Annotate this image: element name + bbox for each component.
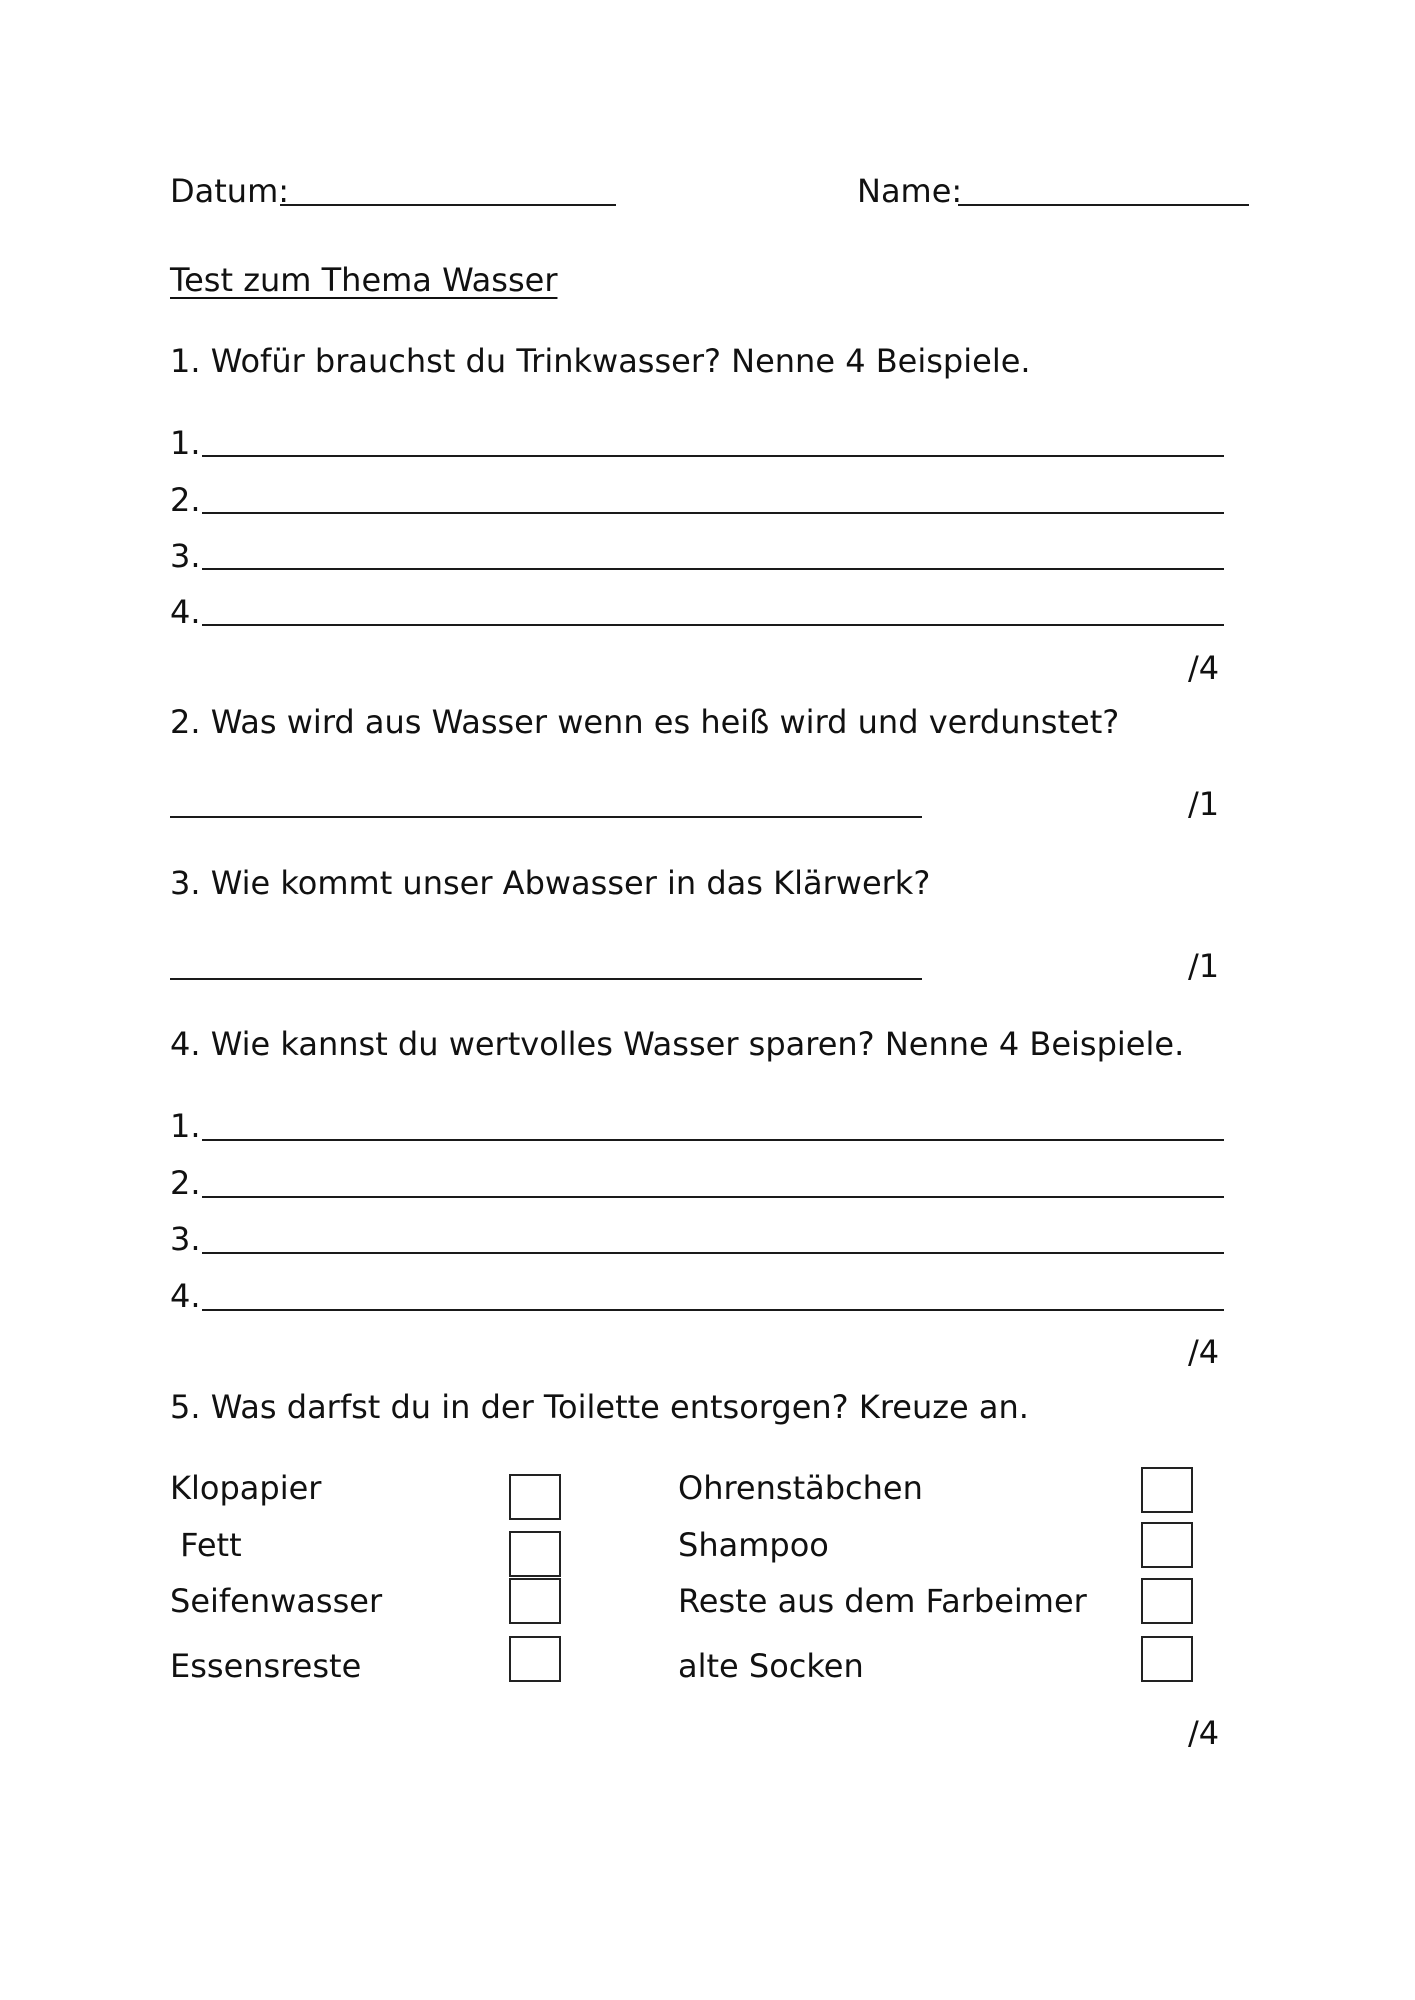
- option-label-seifenwasser: Seifenwasser: [170, 1582, 383, 1620]
- q1-answer-field-2[interactable]: [202, 512, 1224, 514]
- q1-answer-field-1[interactable]: [202, 455, 1224, 457]
- question-1: 1. Wofür brauchst du Trinkwasser? Nenne 4 Beispiele.: [170, 342, 1031, 380]
- option-label-farbeimer: Reste aus dem Farbeimer: [678, 1582, 1087, 1620]
- q4-line-number: 4.: [170, 1277, 201, 1315]
- checkbox-klopapier[interactable]: [509, 1474, 561, 1520]
- q4-answer-field-1[interactable]: [202, 1139, 1224, 1141]
- q4-answer-field-3[interactable]: [202, 1252, 1224, 1254]
- q1-answer-field-3[interactable]: [202, 568, 1224, 570]
- name-field[interactable]: [958, 204, 1249, 206]
- q4-score: /4: [1188, 1333, 1220, 1371]
- q4-line-number: 1.: [170, 1107, 201, 1145]
- q4-answer-field-2[interactable]: [202, 1196, 1224, 1198]
- question-3: 3. Wie kommt unser Abwasser in das Klärwerk?: [170, 864, 931, 902]
- question-4: 4. Wie kannst du wertvolles Wasser sparen? Nenne 4 Beispiele.: [170, 1025, 1185, 1063]
- checkbox-ohrenstaebchen[interactable]: [1141, 1467, 1193, 1513]
- checkbox-farbeimer[interactable]: [1141, 1578, 1193, 1624]
- checkbox-shampoo[interactable]: [1141, 1522, 1193, 1568]
- q1-line-number: 3.: [170, 537, 201, 575]
- question-2: 2. Was wird aus Wasser wenn es heiß wird und verdunstet?: [170, 703, 1120, 741]
- q2-score: /1: [1188, 785, 1220, 823]
- q1-line-number: 4.: [170, 593, 201, 631]
- checkbox-seifenwasser[interactable]: [509, 1578, 561, 1624]
- q5-score: /4: [1188, 1714, 1220, 1752]
- q3-score: /1: [1188, 947, 1220, 985]
- q1-answer-field-4[interactable]: [202, 624, 1224, 626]
- q1-line-number: 2.: [170, 481, 201, 519]
- date-field[interactable]: [280, 204, 616, 206]
- page-title: Test zum Thema Wasser: [170, 261, 558, 299]
- option-label-ohrenstaebchen: Ohrenstäbchen: [678, 1469, 923, 1507]
- option-label-shampoo: Shampoo: [678, 1526, 829, 1564]
- question-5: 5. Was darfst du in der Toilette entsorgen? Kreuze an.: [170, 1388, 1029, 1426]
- option-label-essensreste: Essensreste: [170, 1647, 362, 1685]
- q1-line-number: 1.: [170, 424, 201, 462]
- name-label: Name:: [857, 172, 963, 210]
- q3-answer-field[interactable]: [170, 978, 922, 980]
- checkbox-socken[interactable]: [1141, 1636, 1193, 1682]
- date-label: Datum:: [170, 172, 290, 210]
- q4-line-number: 3.: [170, 1220, 201, 1258]
- q4-answer-field-4[interactable]: [202, 1309, 1224, 1311]
- q1-score: /4: [1188, 649, 1220, 687]
- q4-line-number: 2.: [170, 1164, 201, 1202]
- option-label-socken: alte Socken: [678, 1647, 864, 1685]
- q2-answer-field[interactable]: [170, 816, 922, 818]
- checkbox-essensreste[interactable]: [509, 1636, 561, 1682]
- checkbox-fett[interactable]: [509, 1531, 561, 1577]
- option-label-klopapier: Klopapier: [170, 1469, 322, 1507]
- option-label-fett: Fett: [170, 1526, 242, 1564]
